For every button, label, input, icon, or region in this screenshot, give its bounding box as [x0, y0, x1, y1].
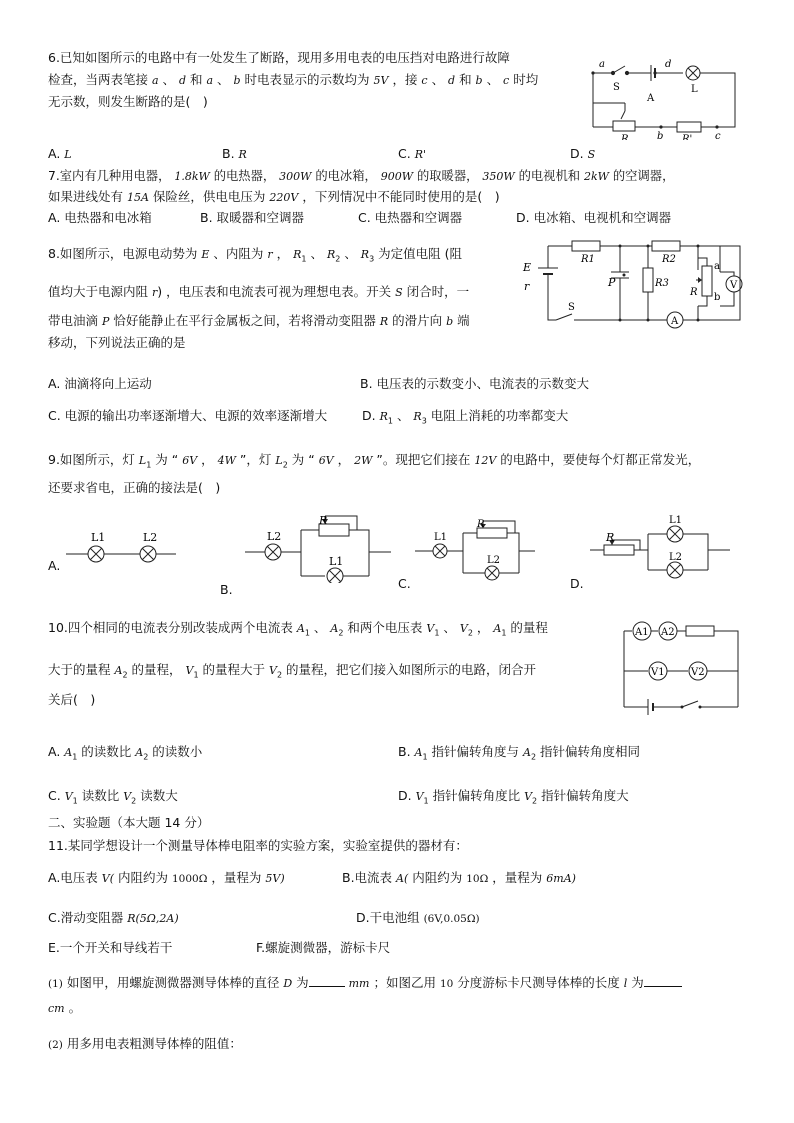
q9-d-L2: L2 [669, 552, 683, 563]
q8-label-R2: R2 [662, 254, 676, 265]
q8-label-R: R [690, 287, 698, 298]
q9-d-L1: L1 [669, 515, 683, 526]
q9-b-L2: L2 [267, 530, 282, 543]
q10-circuit-figure [620, 615, 745, 715]
q9-a-L1: L1 [91, 531, 106, 544]
q8-label-a: a [714, 261, 720, 272]
q7-option-a: A. 电热器和电冰箱 [48, 210, 152, 225]
answer-blank-length[interactable] [644, 974, 682, 987]
q8-stem-line3: 带电油滴 P 恰好能静止在平行金属板之间，若将滑动变阻器 R 的滑片向 b 端 [48, 313, 470, 328]
q8-option-b: B. 电压表的示数变小、电流表的示数变大 [360, 376, 590, 391]
q10-option-d: D. $V_1$ 指针偏转角度比 $V_2$ 指针偏转角度大 [398, 788, 629, 806]
q6-label-A: A [647, 93, 655, 104]
q8-option-d: D. $R_1$ 、 $R_3$ 电阻上消耗的功率都变大 [362, 408, 569, 426]
q11-part1-line1: (1) 如图甲，用螺旋测微器测导体棒的直径 D 为 mm ；如图乙用 10 分度游标卡尺测导体棒的长度 l 为 [48, 974, 682, 992]
q9-c-L2: L2 [487, 555, 501, 566]
q9-option-a-circuit [64, 528, 184, 568]
q6-label-Rp: R' [682, 134, 693, 140]
q7-option-b: B. 取暖器和空调器 [200, 210, 305, 225]
q10-option-a: A. $A_1$ 的读数比 $A_2$ 的读数小 [48, 744, 203, 762]
q6-option-d: D. S [570, 146, 596, 161]
q9-option-d-circuit [590, 510, 740, 585]
q8-stem-line4: 移动，下列说法正确的是 [48, 335, 186, 350]
q10-label-V1: V1 [651, 667, 665, 678]
q11-item-c: C.滑动变阻器 R(5Ω,2A) [48, 910, 179, 925]
q11-stem: 11.某同学想设计一个测量导体棒电阻率的实验方案，实验室提供的器材有： [48, 838, 468, 853]
q10-option-b: B. $A_1$ 指针偏转角度与 $A_2$ 指针偏转角度相同 [398, 744, 641, 762]
q9-option-a-letter: A. [48, 558, 61, 573]
q6-label-L: L [691, 84, 698, 95]
q11-item-d: D.干电池组 (6V,0.05Ω) [356, 910, 480, 925]
q9-option-d-letter: D. [570, 576, 584, 591]
q11-item-e: E.一个开关和导线若干 [48, 940, 173, 955]
q11-part2: (2) 用多用电表粗测导体棒的阻值： [48, 1036, 242, 1051]
q9-b-R: R [319, 514, 328, 527]
q11-item-a: A.电压表 V( 内阻约为 1000Ω ，量程为 5V) [48, 870, 285, 885]
q10-stem-line1: 10.四个相同的电流表分别改装成两个电流表 $A_1$ 、 $A_2$ 和两个电压表 $V_1$ 、 $V_2$ ， $A_1$ 的量程 [48, 620, 548, 638]
q6-label-a: a [599, 59, 605, 70]
q8-label-R3: R3 [655, 278, 669, 289]
q6-option-b: B. R [222, 146, 247, 161]
section-heading: 二、实验题（本大题 14 分） [48, 815, 210, 830]
q8-stem-line2: 值均大于电源内阻 r) ，电压表和电流表可视为理想电表。开关 S 闭合时，一 [48, 284, 470, 299]
q9-d-R: R [606, 531, 615, 544]
q8-option-c: C. 电源的输出功率逐渐增大、电源的效率逐渐增大 [48, 408, 328, 423]
q8-label-E: E [523, 261, 532, 274]
q7-option-d: D. 电冰箱、电视机和空调器 [516, 210, 672, 225]
q10-option-c: C. $V_1$ 读数比 $V_2$ 读数大 [48, 788, 178, 806]
q8-label-S: S [568, 302, 575, 313]
q7-stem-line2: 如果进线处有 15A 保险丝，供电电压为 220V ，下列情况中不能同时使用的是( ) [48, 189, 500, 204]
q8-label-A: A [671, 316, 679, 327]
q9-a-L2: L2 [143, 531, 158, 544]
q8-label-b: b [714, 292, 721, 303]
q8-label-r: r [524, 280, 530, 293]
q10-label-V2: V2 [691, 667, 705, 678]
q9-c-L1: L1 [434, 532, 448, 543]
q6-option-a: A. L [48, 146, 72, 161]
q11-item-b: B.电流表 A( 内阻约为 10Ω ，量程为 6mA) [342, 870, 576, 885]
q9-option-c-letter: C. [398, 576, 411, 591]
q6-label-c: c [715, 131, 721, 140]
q9-option-b-letter: B. [220, 582, 233, 597]
q8-stem-line1: 8.如图所示，电源电动势为 E 、内阻为 r ， $R_1$ 、 $R_2$ 、 $R_3$ 为定值电阻 (阻 [48, 246, 463, 264]
q6-circuit-figure [585, 55, 745, 140]
answer-blank-diameter[interactable] [309, 974, 345, 987]
q10-label-A2: A2 [661, 627, 675, 638]
q9-stem-line1: 9.如图所示，灯 $L_1$ 为 “ 6V ， 4W ”，灯 $L_2$ 为 “ 6V ， 2W ”。现把它们接在 12V 的电路中，要使每个灯都正常发光， [48, 452, 701, 470]
q9-b-L1: L1 [329, 555, 344, 568]
q6-label-R: R [621, 134, 629, 140]
q7-option-c: C. 电热器和空调器 [358, 210, 463, 225]
q6-label-b: b [657, 131, 664, 140]
q9-option-b-circuit [245, 508, 395, 583]
q8-circuit-figure [520, 236, 750, 336]
q10-stem-line3: 关后( ) [48, 692, 96, 707]
q6-label-S: S [613, 82, 620, 93]
q9-c-R: R [477, 519, 485, 530]
q8-label-P: P [608, 276, 616, 289]
q6-option-c: C. R' [398, 146, 426, 161]
q8-label-R1: R1 [581, 254, 595, 265]
q11-part1-line2: cm 。 [48, 1000, 82, 1015]
q9-option-c-circuit [415, 515, 545, 583]
q7-stem-line1: 7.室内有几种用电器， 1.8kW 的电热器， 300W 的电冰箱， 900W 的取暖器， 350W 的电视机和 2kW 的空调器， [48, 169, 675, 183]
q8-option-a: A. 油滴将向上运动 [48, 376, 152, 391]
q8-label-V: V [730, 280, 738, 291]
q10-stem-line2: 大于的量程 $A_2$ 的量程， $V_1$ 的量程大于 $V_2$ 的量程，把它们接入如图所示的电路，闭合开 [48, 662, 537, 680]
q11-item-f: F.螺旋测微器，游标卡尺 [256, 940, 391, 955]
q6-stem-line1: 6.已知如图所示的电路中有一处发生了断路，现用多用电表的电压挡对电路进行故障 [48, 50, 510, 65]
q6-stem-line2: 检查，当两表笔接 a 、 d 和 a 、 b 时电表显示的示数均为 5V ，接 c 、 d 和 b 、 c 时均 [48, 72, 539, 87]
q6-label-d: d [665, 59, 672, 70]
q6-stem-line3: 无示数，则发生断路的是( ) [48, 94, 208, 109]
q9-stem-line2: 还要求省电，正确的接法是( ) [48, 480, 221, 495]
q10-label-A1: A1 [635, 627, 649, 638]
